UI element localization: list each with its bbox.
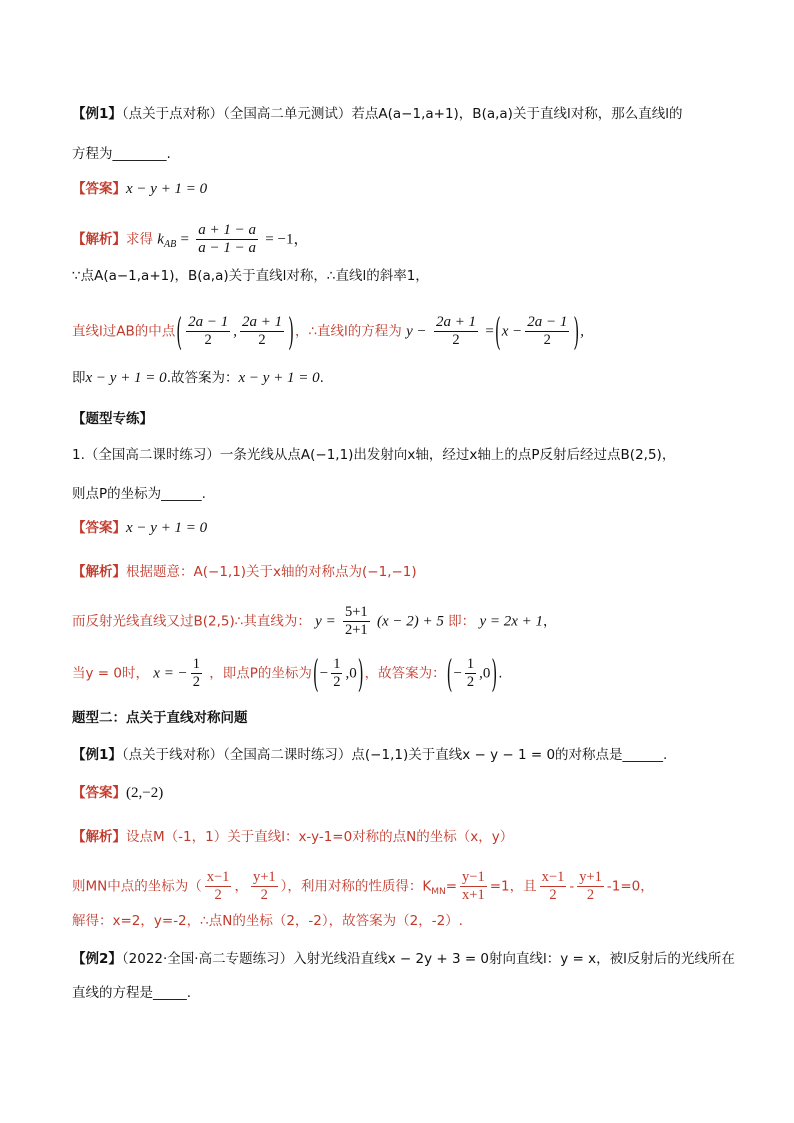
ex1-analysis-line2: ∵点A(a−1,a+1)，B(a,a)关于直线l对称，∴直线l的斜率1， [72,268,429,284]
type2-analysis-line3: 解得：x=2，y=-2，∴点N的坐标（2，-2），故答案为（2，-2）. [72,913,463,929]
type2-analysis-line1: 【解析】设点M（-1，1）关于直线l：x-y-1=0对称的点N的坐标（x，y） [72,829,514,845]
ex1-question-line2: 方程为________. [72,146,171,162]
answer-label: 【答案】 [72,520,126,536]
ex1-tag: 【例1】 [72,106,122,122]
answer-label: 【答案】 [72,785,126,801]
ex1-question-text: （点关于点对称）（全国高二单元测试）若点A(a−1,a+1)，B(a,a)关于直线l对称，那么直线l的 [121,106,683,122]
type2-heading: 题型二：点关于直线对称问题 [72,710,248,726]
type2-ex2-line2: 直线的方程是_____. [72,985,192,1001]
ex1-analysis-line3: 直线l过AB的中点( $\frac{2a - 1}{2}$ , $\frac{2a + 1}{2}$ )，∴直线l的方程为 y − $\frac{2a + 1}{2}$ =(x − $\frac{2a - 1}{2}$ ), [72,309,584,354]
answer-value: x − y + 1 = 0 [126,181,208,197]
practice-q1-line1: 1.（全国高二课时练习）一条光线从点A(−1,1)出发射向x轴，经过x轴上的点P反射后经过点B(2,5)， [72,447,676,463]
practice-q1-line2: 则点P的坐标为______. [72,486,206,502]
type2-ex1-question: 【例1】（点关于线对称）（全国高二课时练习）点(−1,1)关于直线x − y − 1 = 0的对称点是______. [72,747,668,763]
ex1-analysis-line4: 即x − y + 1 = 0.故答案为：x − y + 1 = 0. [72,370,324,386]
type2-analysis-line2: 则MN中点的坐标为（ $\frac{x-1}{2}$ ， $\frac{y+1}{2}$ ），利用对称的性质得：$K_{MN}=$ $\frac{y-1}{x+1}$ =1，且 $\frac{x-1}{2}$ - $\frac{y+1}{2}$ -1=0， [72,869,654,903]
practice-analysis-line1: 【解析】根据题意：A(−1,1)关于x轴的对称点为(−1,−1) [72,564,417,580]
ex1-tag: 【例1】 [72,747,122,763]
type2-answer [72,783,163,803]
ex2-tag: 【例2】 [72,951,122,967]
type2-ex2-line1: 【例2】（2022·全国·高二专题练习）入射光线沿直线x − 2y + 3 = 0射向直线l：y = x，被l反射后的光线所在 [72,951,735,967]
slope-fraction: $\frac{a + 1 - a}{a - 1 - a}$ [198,222,256,256]
ex1-question-line1 [72,104,682,124]
practice-analysis-line2: 而反射光线直线又过B(2,5)∴其直线为： y = $\frac{5+1}{2+1}$ (x − 2) + 5 即： y = 2x + 1， [72,604,557,638]
analysis-label: 【解析】 [72,829,126,845]
practice-heading: 【题型专练】 [72,411,153,427]
analysis-label: 【解析】 [72,564,126,580]
answer-value: (2,−2) [126,785,164,801]
practice-answer [72,518,207,538]
analysis-label: 【解析】 [72,231,126,248]
answer-label: 【答案】 [72,181,126,197]
ex1-analysis-line1: 【解析】求得 $k_{AB}$ = $\frac{a + 1 - a}{a - 1 - a}$ = −1， [72,222,309,256]
practice-analysis-line3: 当y = 0时， x = − $\frac{1}{2}$ ，即点P的坐标为(− $\frac{1}{2}$ ,0)，故答案为：(− $\frac{1}{2}$ ,0). [72,651,503,696]
answer-value: x − y + 1 = 0 [126,520,208,536]
ex1-answer [72,179,207,199]
